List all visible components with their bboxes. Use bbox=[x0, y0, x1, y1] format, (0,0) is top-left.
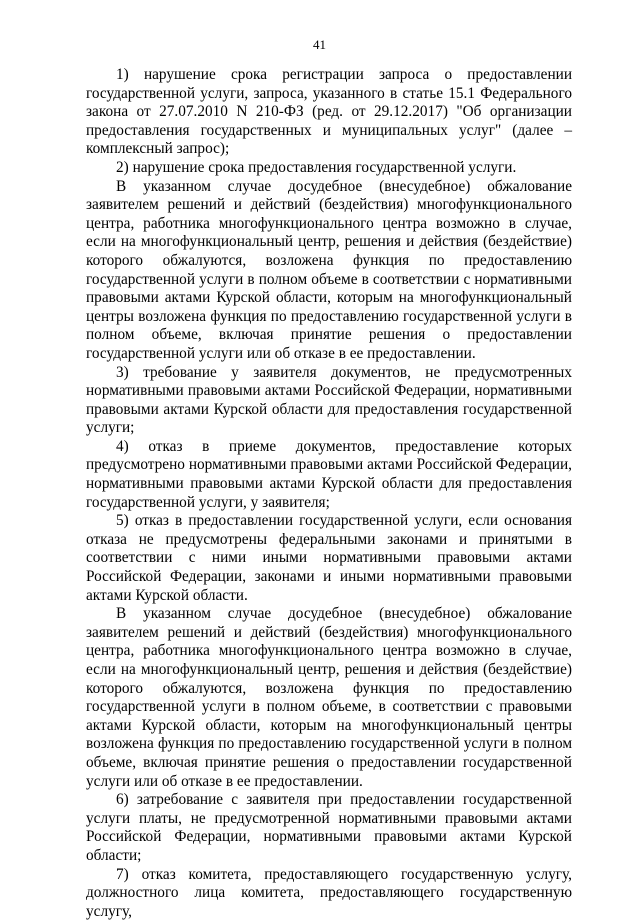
document-body bbox=[86, 66, 572, 921]
paragraph-mfc-appeal-1: В указанном случае досудебное (внесудебное) обжалование заявителем решений и действий (бездействия) многофункционального центра, работника многофункционального центра возможно в случае, если на многофункциональный центр, решения и действия (бездействие) которого обжалуются, возложена функция по предоставлению государственной услуги в полном объеме в соответствии с нормативными правовыми актами Курской области, которым на многофункциональный центры возложена функция по предоставлению государственной услуги в полном объеме, включая принятие решения о предоставлении государственной услуги или об отказе в ее предоставлении. bbox=[86, 177, 572, 362]
paragraph-item-2: 2) нарушение срока предоставления государственной услуги. bbox=[116, 158, 517, 176]
paragraph-item-1: 1) нарушение срока регистрации запроса о предоставлении государственной услуги, запроса, указанного в статье 15.1 Федерального закона от 27.07.2010 N 210-ФЗ (ред. от 29.12.2017) "Об организации предоставления государственных и муниципальных услуг" (далее – комплексный запрос); bbox=[86, 66, 572, 158]
paragraph-item-5: 5) отказ в предоставлении государственной услуги, если основания отказа не предусмотрены федеральными законами и принятыми в соответствии с ними иными нормативными правовыми актами Российской Федерации, законами и иными нормативными правовыми актами Курской области. bbox=[86, 512, 572, 604]
paragraph-item-6: 6) затребование с заявителя при предоставлении государственной услуги платы, не предусмотренной нормативными правовыми актами Российской Федерации, нормативными правовыми актами Курской области; bbox=[86, 791, 572, 864]
page-number: 41 bbox=[313, 37, 326, 52]
paragraph-item-4: 4) отказ в приеме документов, предоставление которых предусмотрено нормативными правовыми актами Российской Федерации, нормативными правовыми актами Курской области для предоставления государственной услуги, у заявителя; bbox=[86, 437, 572, 511]
paragraph-item-3: 3) требование у заявителя документов, не предусмотренных нормативными правовыми актами Российской Федерации, нормативными правовыми актами Курской области для предоставления государственной услуги; bbox=[86, 363, 572, 437]
paragraph-item-7: 7) отказ комитета, предоставляющего государственную услугу, должностного лица комитета, предоставляющего государственную услугу, bbox=[86, 865, 572, 920]
paragraph-mfc-appeal-2: В указанном случае досудебное (внесудебное) обжалование заявителем решений и действий (бездействия) многофункционального центра, работника многофункционального центра возможно в случае, если на многофункциональный центр, решения и действия (бездействие) которого обжалуются, возложена функция по предоставлению государственной услуги в полном объеме, в соответствии с правовыми актами Курской области, которым на многофункциональный центры возложена функция по предоставлению государственной услуги в полном объеме, включая принятие решения о предоставлении государственной услуги или об отказе в ее предоставлении. bbox=[86, 605, 572, 790]
